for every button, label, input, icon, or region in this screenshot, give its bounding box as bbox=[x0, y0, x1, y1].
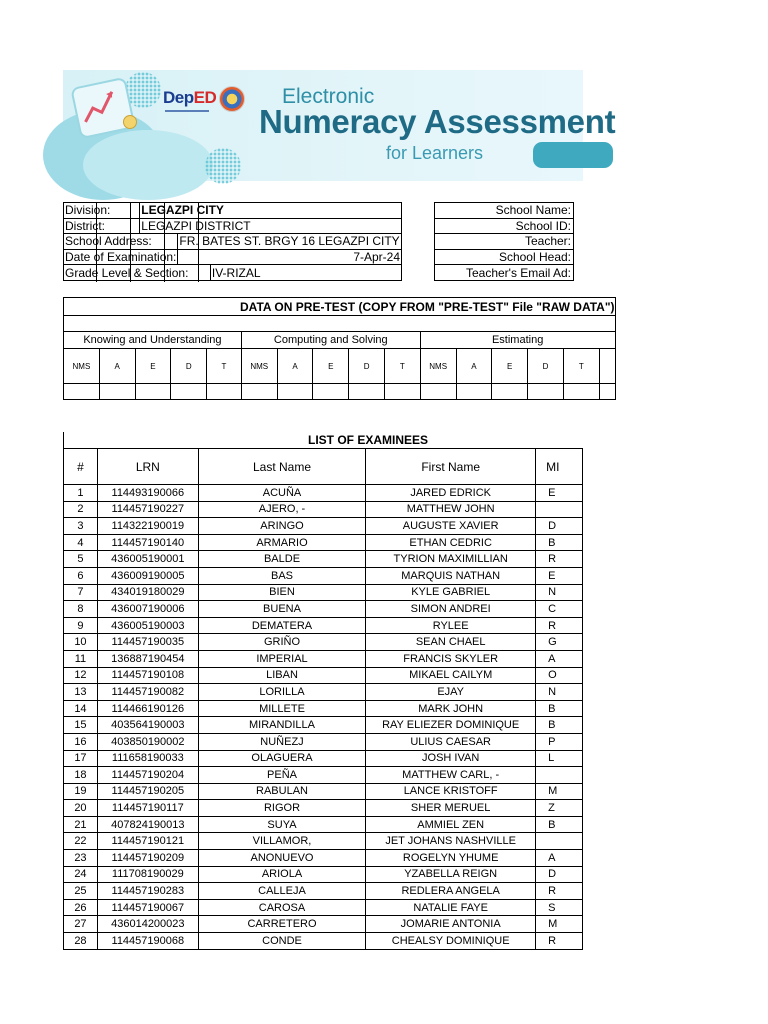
table-row bbox=[64, 783, 583, 800]
mi-cell[interactable]: M bbox=[536, 916, 583, 933]
data-cell[interactable] bbox=[135, 384, 171, 400]
lrn-cell[interactable]: 436007190006 bbox=[97, 601, 198, 618]
exam-date-value[interactable]: 7-Apr-24 bbox=[178, 249, 402, 265]
data-cell[interactable] bbox=[456, 384, 492, 400]
table-row bbox=[64, 933, 583, 950]
district-label: District: bbox=[64, 218, 140, 234]
table-row bbox=[64, 916, 583, 933]
table-row bbox=[64, 501, 583, 518]
first-name-cell[interactable]: FRANCIS SKYLER bbox=[366, 650, 536, 667]
last-name-cell[interactable]: RIGOR bbox=[198, 800, 366, 817]
first-name-cell[interactable]: JET JOHANS NASHVILLE bbox=[366, 833, 536, 850]
grade-section-value[interactable]: IV-RIZAL bbox=[210, 265, 401, 281]
first-name-cell[interactable]: ETHAN CEDRIC bbox=[366, 534, 536, 551]
first-name-cell[interactable]: AUGUSTE XAVIER bbox=[366, 518, 536, 535]
examinees-title: LIST OF EXAMINEES bbox=[63, 432, 584, 448]
gridline bbox=[164, 202, 165, 282]
logo-underline bbox=[165, 110, 209, 112]
last-name-cell[interactable]: OLAGUERA bbox=[198, 750, 366, 767]
data-cell[interactable] bbox=[277, 384, 313, 400]
subheader-nms: NMS bbox=[241, 349, 277, 384]
school-name-label: School Name: bbox=[435, 203, 574, 219]
row-number[interactable]: 26 bbox=[64, 899, 98, 916]
mi-cell[interactable]: R bbox=[536, 551, 583, 568]
last-name-cell[interactable]: GRIÑO bbox=[198, 634, 366, 651]
subheader-e: E bbox=[135, 349, 171, 384]
lrn-cell[interactable]: 114493190066 bbox=[97, 485, 198, 502]
school-info-table bbox=[63, 202, 402, 281]
first-name-cell[interactable]: ROGELYN YHUME bbox=[366, 850, 536, 867]
data-cell[interactable] bbox=[420, 384, 456, 400]
school-id-label: School ID: bbox=[435, 218, 574, 234]
row-number[interactable]: 23 bbox=[64, 850, 98, 867]
table-row bbox=[64, 899, 583, 916]
row-number[interactable]: 20 bbox=[64, 800, 98, 817]
data-cell[interactable] bbox=[171, 384, 207, 400]
row-number[interactable]: 14 bbox=[64, 700, 98, 717]
dot-pattern bbox=[205, 148, 241, 184]
row-number[interactable]: 2 bbox=[64, 501, 98, 518]
lrn-cell[interactable]: 114457190035 bbox=[97, 634, 198, 651]
first-name-cell[interactable]: JOSH IVAN bbox=[366, 750, 536, 767]
last-name-cell[interactable]: ARMARIO bbox=[198, 534, 366, 551]
last-name-cell[interactable]: DEMATERA bbox=[198, 617, 366, 634]
subheader-e: E bbox=[492, 349, 528, 384]
lrn-cell[interactable]: 114457190140 bbox=[97, 534, 198, 551]
data-cell[interactable] bbox=[241, 384, 277, 400]
subheader-d: D bbox=[349, 349, 385, 384]
first-name-cell[interactable]: NATALIE FAYE bbox=[366, 899, 536, 916]
table-row bbox=[64, 850, 583, 867]
last-name-cell[interactable]: NUÑEZJ bbox=[198, 733, 366, 750]
first-name-cell[interactable]: MATTHEW CARL, - bbox=[366, 767, 536, 784]
mi-cell[interactable]: A bbox=[536, 850, 583, 867]
subheader-t: T bbox=[384, 349, 420, 384]
mi-cell[interactable]: S bbox=[536, 899, 583, 916]
table-row bbox=[64, 485, 583, 502]
first-name-cell[interactable]: REDLERA ANGELA bbox=[366, 883, 536, 900]
mi-cell[interactable]: R bbox=[536, 933, 583, 950]
mi-cell[interactable]: M bbox=[536, 783, 583, 800]
first-name-cell[interactable]: RAY ELIEZER DOMINIQUE bbox=[366, 717, 536, 734]
table-row bbox=[64, 684, 583, 701]
last-name-cell[interactable]: ARIOLA bbox=[198, 866, 366, 883]
last-name-cell[interactable]: LIBAN bbox=[198, 667, 366, 684]
lrn-cell[interactable]: 114457190068 bbox=[97, 933, 198, 950]
last-name-cell[interactable]: BALDE bbox=[198, 551, 366, 568]
first-name-cell[interactable]: SEAN CHAEL bbox=[366, 634, 536, 651]
lrn-cell[interactable]: 407824190013 bbox=[97, 816, 198, 833]
examinees-header-row bbox=[64, 449, 583, 485]
lrn-cell[interactable]: 436005190001 bbox=[97, 551, 198, 568]
first-name-cell[interactable]: KYLE GABRIEL bbox=[366, 584, 536, 601]
lrn-cell[interactable]: 114457190082 bbox=[97, 684, 198, 701]
banner-title-line1: Electronic bbox=[282, 85, 375, 108]
row-number[interactable]: 24 bbox=[64, 866, 98, 883]
mi-cell[interactable]: D bbox=[536, 518, 583, 535]
lrn-cell[interactable]: 114457190121 bbox=[97, 833, 198, 850]
lrn-cell[interactable]: 114457190204 bbox=[97, 767, 198, 784]
data-cell[interactable] bbox=[64, 384, 100, 400]
gridline bbox=[198, 202, 199, 282]
data-cell[interactable] bbox=[349, 384, 385, 400]
row-number[interactable]: 12 bbox=[64, 667, 98, 684]
row-number[interactable]: 9 bbox=[64, 617, 98, 634]
lrn-cell[interactable]: 436014200023 bbox=[97, 916, 198, 933]
subheader-nms: NMS bbox=[64, 349, 100, 384]
pretest-table bbox=[63, 297, 616, 400]
mi-cell[interactable]: P bbox=[536, 733, 583, 750]
row-number[interactable]: 17 bbox=[64, 750, 98, 767]
seal-icon bbox=[219, 86, 245, 112]
lrn-cell[interactable]: 434019180029 bbox=[97, 584, 198, 601]
last-name-cell[interactable]: MILLETE bbox=[198, 700, 366, 717]
first-name-cell[interactable]: RYLEE bbox=[366, 617, 536, 634]
first-name-cell[interactable]: CHEALSY DOMINIQUE bbox=[366, 933, 536, 950]
header-first-name: First Name bbox=[366, 449, 536, 485]
subheader-a: A bbox=[456, 349, 492, 384]
subheader-a: A bbox=[277, 349, 313, 384]
table-row bbox=[64, 883, 583, 900]
mi-cell[interactable]: L bbox=[536, 750, 583, 767]
table-row bbox=[64, 833, 583, 850]
last-name-cell[interactable]: VILLAMOR, bbox=[198, 833, 366, 850]
address-value[interactable]: FR. BATES ST. BRGY 16 LEGAZPI CITY bbox=[179, 234, 400, 249]
lrn-cell[interactable]: 114457190205 bbox=[97, 783, 198, 800]
lrn-cell[interactable]: 114457190117 bbox=[97, 800, 198, 817]
mi-cell[interactable]: B bbox=[536, 816, 583, 833]
row-number[interactable]: 13 bbox=[64, 684, 98, 701]
table-row bbox=[64, 534, 583, 551]
data-cell[interactable] bbox=[528, 384, 564, 400]
first-name-cell[interactable]: MATTHEW JOHN bbox=[366, 501, 536, 518]
table-row bbox=[64, 800, 583, 817]
mi-cell[interactable]: Z bbox=[536, 800, 583, 817]
subheader-t: T bbox=[563, 349, 599, 384]
header-last-name: Last Name bbox=[198, 449, 366, 485]
first-name-cell[interactable]: SIMON ANDREI bbox=[366, 601, 536, 618]
row-number[interactable]: 7 bbox=[64, 584, 98, 601]
mi-cell[interactable]: A bbox=[536, 650, 583, 667]
table-row bbox=[64, 667, 583, 684]
row-number[interactable]: 6 bbox=[64, 567, 98, 584]
data-cell[interactable] bbox=[99, 384, 135, 400]
table-row bbox=[64, 617, 583, 634]
grade-section-label: Grade Level & Section: bbox=[64, 265, 211, 281]
grade-section-row bbox=[64, 265, 402, 281]
banner-title-line3: for Learners bbox=[386, 143, 484, 163]
decorative-pill bbox=[533, 142, 613, 168]
mi-cell[interactable] bbox=[536, 767, 583, 784]
mi-cell[interactable]: N bbox=[536, 684, 583, 701]
table-row bbox=[64, 733, 583, 750]
pretest-blank-row bbox=[64, 316, 616, 332]
row-number[interactable]: 15 bbox=[64, 717, 98, 734]
mi-cell[interactable]: C bbox=[536, 601, 583, 618]
data-cell[interactable] bbox=[313, 384, 349, 400]
first-name-cell[interactable]: AMMIEL ZEN bbox=[366, 816, 536, 833]
mi-cell[interactable]: R bbox=[536, 617, 583, 634]
mi-cell[interactable]: B bbox=[536, 717, 583, 734]
first-name-cell[interactable]: MARQUIS NATHAN bbox=[366, 567, 536, 584]
table-row bbox=[64, 750, 583, 767]
table-row bbox=[64, 866, 583, 883]
first-name-cell[interactable]: MARK JOHN bbox=[366, 700, 536, 717]
district-row bbox=[64, 218, 402, 234]
table-row bbox=[64, 584, 583, 601]
last-name-cell[interactable]: CALLEJA bbox=[198, 883, 366, 900]
gridline bbox=[130, 202, 131, 282]
last-name-cell[interactable]: CAROSA bbox=[198, 899, 366, 916]
lrn-cell[interactable]: 136887190454 bbox=[97, 650, 198, 667]
division-row bbox=[64, 203, 402, 219]
first-name-cell[interactable]: LANCE KRISTOFF bbox=[366, 783, 536, 800]
last-name-cell[interactable]: SUYA bbox=[198, 816, 366, 833]
row-number[interactable]: 22 bbox=[64, 833, 98, 850]
first-name-cell[interactable]: ULIUS CAESAR bbox=[366, 733, 536, 750]
deped-logo: DepED bbox=[163, 88, 217, 107]
category-estimating: Estimating bbox=[420, 332, 615, 349]
district-value[interactable]: LEGAZPI DISTRICT bbox=[140, 218, 402, 234]
table-row bbox=[64, 551, 583, 568]
data-cell[interactable] bbox=[599, 384, 615, 400]
last-name-cell[interactable]: PEÑA bbox=[198, 767, 366, 784]
mi-cell[interactable]: N bbox=[536, 584, 583, 601]
lrn-cell[interactable]: 114457190067 bbox=[97, 899, 198, 916]
row-number[interactable]: 1 bbox=[64, 485, 98, 502]
data-cell[interactable] bbox=[207, 384, 242, 400]
last-name-cell[interactable]: LORILLA bbox=[198, 684, 366, 701]
mi-cell[interactable]: E bbox=[536, 485, 583, 502]
first-name-cell[interactable]: YZABELLA REIGN bbox=[366, 866, 536, 883]
row-number[interactable]: 4 bbox=[64, 534, 98, 551]
row-number[interactable]: 3 bbox=[64, 518, 98, 535]
first-name-cell[interactable]: TYRION MAXIMILLIAN bbox=[366, 551, 536, 568]
division-label: Division: bbox=[64, 203, 140, 219]
row-number[interactable]: 28 bbox=[64, 933, 98, 950]
last-name-cell[interactable]: AJERO, - bbox=[198, 501, 366, 518]
subheader-t: T bbox=[207, 349, 242, 384]
lrn-cell[interactable]: 114457190283 bbox=[97, 883, 198, 900]
row-number[interactable]: 19 bbox=[64, 783, 98, 800]
exam-date-row bbox=[64, 249, 402, 265]
row-number[interactable]: 16 bbox=[64, 733, 98, 750]
last-name-cell[interactable]: ACUÑA bbox=[198, 485, 366, 502]
mi-cell[interactable]: R bbox=[536, 883, 583, 900]
mi-cell[interactable] bbox=[536, 833, 583, 850]
mi-cell[interactable]: G bbox=[536, 634, 583, 651]
assessment-banner bbox=[63, 70, 616, 181]
row-number[interactable]: 8 bbox=[64, 601, 98, 618]
table-row bbox=[64, 601, 583, 618]
lrn-cell[interactable]: 111708190029 bbox=[97, 866, 198, 883]
last-name-cell[interactable]: ARINGO bbox=[198, 518, 366, 535]
subheader-e: E bbox=[313, 349, 349, 384]
last-name-cell[interactable]: BIEN bbox=[198, 584, 366, 601]
category-knowing-understanding: Knowing and Understanding bbox=[64, 332, 242, 349]
banner-title-line2: Numeracy Assessment bbox=[259, 103, 616, 140]
mi-cell[interactable] bbox=[536, 501, 583, 518]
last-name-cell[interactable]: BAS bbox=[198, 567, 366, 584]
lrn-cell[interactable]: 436005190003 bbox=[97, 617, 198, 634]
row-number[interactable]: 5 bbox=[64, 551, 98, 568]
lrn-cell[interactable]: 111658190033 bbox=[97, 750, 198, 767]
lrn-cell[interactable]: 403850190002 bbox=[97, 733, 198, 750]
last-name-cell[interactable]: BUENA bbox=[198, 601, 366, 618]
table-row bbox=[64, 518, 583, 535]
last-name-cell[interactable]: ANONUEVO bbox=[198, 850, 366, 867]
examinees-table bbox=[63, 448, 583, 950]
row-number[interactable]: 18 bbox=[64, 767, 98, 784]
row-number[interactable]: 11 bbox=[64, 650, 98, 667]
division-value[interactable]: LEGAZPI CITY bbox=[140, 203, 402, 219]
empty-cell bbox=[599, 349, 615, 384]
data-cell[interactable] bbox=[563, 384, 599, 400]
table-row bbox=[64, 650, 583, 667]
school-head-label: School Head: bbox=[435, 249, 574, 265]
subheader-nms: NMS bbox=[420, 349, 456, 384]
pretest-subheader-row bbox=[64, 349, 616, 384]
category-computing-solving: Computing and Solving bbox=[241, 332, 420, 349]
mi-cell[interactable]: E bbox=[536, 567, 583, 584]
row-number[interactable]: 25 bbox=[64, 883, 98, 900]
first-name-cell[interactable]: SHER MERUEL bbox=[366, 800, 536, 817]
first-name-cell[interactable]: JOMARIE ANTONIA bbox=[366, 916, 536, 933]
table-row bbox=[64, 634, 583, 651]
header-lrn: LRN bbox=[97, 449, 198, 485]
mi-cell[interactable]: B bbox=[536, 700, 583, 717]
data-cell[interactable] bbox=[492, 384, 528, 400]
table-row bbox=[64, 700, 583, 717]
lrn-cell[interactable]: 436009190005 bbox=[97, 567, 198, 584]
pretest-category-row bbox=[64, 332, 616, 349]
last-name-cell[interactable]: RABULAN bbox=[198, 783, 366, 800]
table-row bbox=[64, 717, 583, 734]
table-row bbox=[64, 567, 583, 584]
first-name-cell[interactable]: JARED EDRICK bbox=[366, 485, 536, 502]
data-cell[interactable] bbox=[384, 384, 420, 400]
subheader-a: A bbox=[99, 349, 135, 384]
header-mi: MI bbox=[536, 449, 583, 485]
school-details-table bbox=[434, 202, 574, 281]
subheader-d: D bbox=[528, 349, 564, 384]
header-number: # bbox=[64, 449, 98, 485]
pretest-data-row bbox=[64, 384, 616, 400]
decorative-blob bbox=[83, 130, 213, 200]
coin-icon bbox=[123, 115, 137, 129]
lrn-cell[interactable]: 114322190019 bbox=[97, 518, 198, 535]
lrn-cell[interactable]: 114457190209 bbox=[97, 850, 198, 867]
teacher-label: Teacher: bbox=[435, 234, 574, 250]
last-name-cell[interactable]: IMPERIAL bbox=[198, 650, 366, 667]
mi-cell[interactable]: O bbox=[536, 667, 583, 684]
row-number[interactable]: 21 bbox=[64, 816, 98, 833]
last-name-cell[interactable]: CONDE bbox=[198, 933, 366, 950]
gridline bbox=[96, 202, 97, 282]
table-row bbox=[64, 816, 583, 833]
lrn-cell[interactable]: 403564190003 bbox=[97, 717, 198, 734]
lrn-cell[interactable]: 114457190108 bbox=[97, 667, 198, 684]
lrn-cell[interactable]: 114457190227 bbox=[97, 501, 198, 518]
pretest-title: DATA ON PRE-TEST (COPY FROM "PRE-TEST" File "RAW DATA") bbox=[64, 298, 616, 316]
subheader-d: D bbox=[171, 349, 207, 384]
table-row bbox=[64, 767, 583, 784]
address-label: School Address: bbox=[64, 234, 178, 250]
last-name-cell[interactable]: CARRETERO bbox=[198, 916, 366, 933]
mi-cell[interactable]: B bbox=[536, 534, 583, 551]
exam-date-label: Date of Examination: bbox=[65, 250, 177, 265]
mi-cell[interactable]: D bbox=[536, 866, 583, 883]
row-number[interactable]: 10 bbox=[64, 634, 98, 651]
first-name-cell[interactable]: MIKAEL CAILYM bbox=[366, 667, 536, 684]
last-name-cell[interactable]: MIRANDILLA bbox=[198, 717, 366, 734]
row-number[interactable]: 27 bbox=[64, 916, 98, 933]
teacher-email-label: Teacher's Email Ad: bbox=[435, 265, 574, 281]
lrn-cell[interactable]: 114466190126 bbox=[97, 700, 198, 717]
address-row bbox=[64, 234, 402, 250]
first-name-cell[interactable]: EJAY bbox=[366, 684, 536, 701]
examinees-body bbox=[64, 485, 583, 950]
